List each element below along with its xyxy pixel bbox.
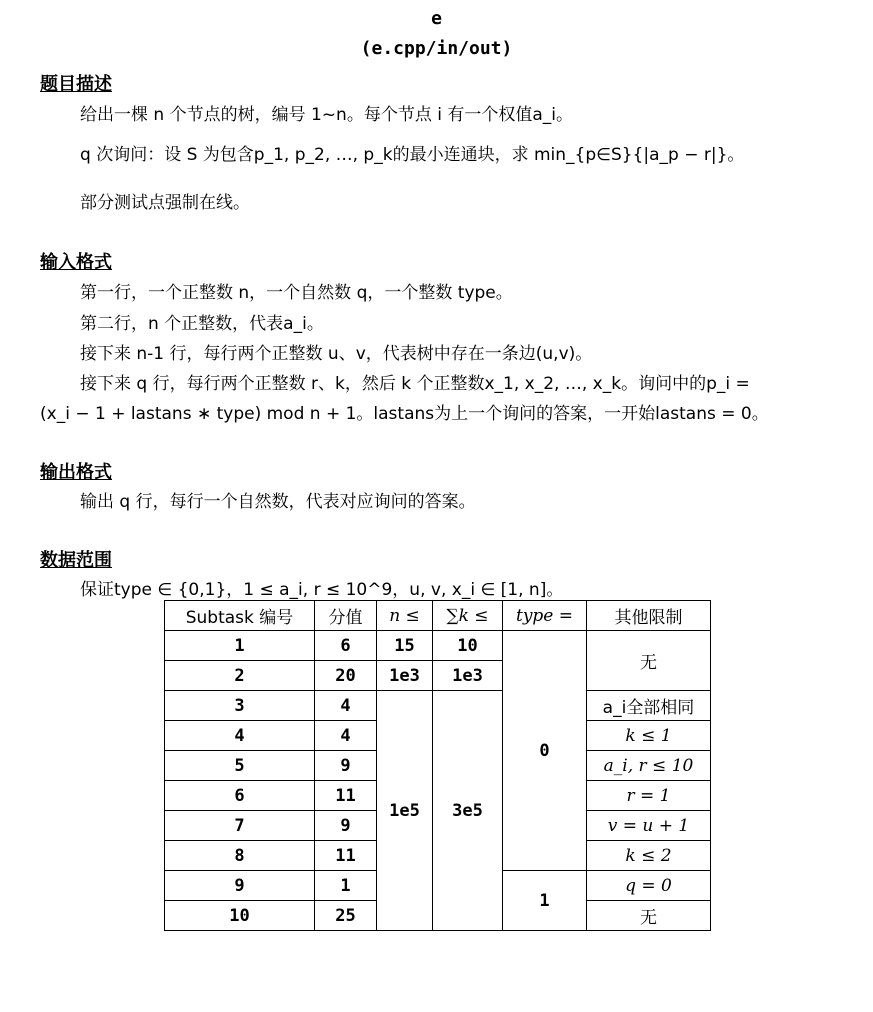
constraints-line-1: 保证type ∈ {0,1}，1 ≤ a_i, r ≤ 10^9，u, v, x_i ∈ [1, n]。: [80, 580, 564, 600]
table-cell: 10: [433, 631, 503, 661]
output-line-1: 输出 q 行，每行一个自然数，代表对应询问的答案。: [80, 492, 476, 512]
input-line-5: (x_i − 1 + lastans ∗ type) mod n + 1。lastans为上一个询问的答案，一开始lastans = 0。: [40, 404, 769, 424]
table-cell: 11: [315, 841, 377, 871]
input-line-4: 接下来 q 行，每行两个正整数 r、k，然后 k 个正整数x_1, x_2, …, x_k。询问中的p_i =: [80, 374, 750, 394]
section-heading-input: 输入格式: [40, 252, 112, 273]
table-cell: a_i, r ≤ 10: [587, 751, 711, 781]
table-cell: 7: [165, 811, 315, 841]
input-line-2: 第二行，n 个正整数，代表a_i。: [80, 314, 324, 334]
table-cell: 1e3: [377, 661, 433, 691]
table-cell: 3e5: [433, 691, 503, 931]
problem-files: (e.cpp/in/out): [360, 38, 513, 59]
table-header-row: [165, 601, 711, 631]
table-cell: 9: [315, 811, 377, 841]
table-cell: 1: [165, 631, 315, 661]
table-cell: 6: [165, 781, 315, 811]
table-cell: 10: [165, 901, 315, 931]
table-cell: 1: [315, 871, 377, 901]
table-cell: 0: [503, 631, 587, 871]
table-cell: 4: [315, 691, 377, 721]
table-header-cell: 分值: [315, 601, 377, 631]
table-cell: q = 0: [587, 871, 711, 901]
table-cell: a_i全部相同: [587, 691, 711, 721]
table-cell: r = 1: [587, 781, 711, 811]
subtask-table: [164, 600, 711, 931]
table-cell: 20: [315, 661, 377, 691]
table-cell: 25: [315, 901, 377, 931]
description-line-2: q 次询问：设 S 为包含p_1, p_2, …, p_k的最小连通块，求 min_{p∈S}{|a_p − r|}。: [80, 145, 745, 165]
table-cell: 4: [165, 721, 315, 751]
table-cell: 3: [165, 691, 315, 721]
table-cell: 15: [377, 631, 433, 661]
table-header-cell: 其他限制: [587, 601, 711, 631]
table-cell: 8: [165, 841, 315, 871]
section-heading-description: 题目描述: [40, 74, 112, 95]
table-cell: 5: [165, 751, 315, 781]
table-header-cell: ∑k ≤: [433, 601, 503, 631]
description-line-3: 部分测试点强制在线。: [80, 193, 250, 213]
problem-title: e: [431, 8, 442, 29]
table-cell: 11: [315, 781, 377, 811]
description-line-1: 给出一棵 n 个节点的树，编号 1~n。每个节点 i 有一个权值a_i。: [80, 105, 573, 125]
table-cell: 9: [165, 871, 315, 901]
table-header-cell: n ≤: [377, 601, 433, 631]
table-cell: 1e5: [377, 691, 433, 931]
table-row: [165, 631, 711, 661]
table-cell: k ≤ 2: [587, 841, 711, 871]
table-cell: v = u + 1: [587, 811, 711, 841]
table-cell: 4: [315, 721, 377, 751]
table-header-cell: Subtask 编号: [165, 601, 315, 631]
table-row: [165, 691, 711, 721]
table-cell: k ≤ 1: [587, 721, 711, 751]
table-cell: 无: [587, 901, 711, 931]
table-cell: 2: [165, 661, 315, 691]
table-cell: 1e3: [433, 661, 503, 691]
table-cell: 1: [503, 871, 587, 931]
input-line-1: 第一行，一个正整数 n，一个自然数 q，一个整数 type。: [80, 283, 513, 303]
section-heading-output: 输出格式: [40, 462, 112, 483]
input-line-3: 接下来 n-1 行，每行两个正整数 u、v，代表树中存在一条边(u,v)。: [80, 344, 593, 364]
table-cell: 无: [587, 631, 711, 691]
table-header-cell: type =: [503, 601, 587, 631]
table-cell: 6: [315, 631, 377, 661]
table-cell: 9: [315, 751, 377, 781]
section-heading-constraints: 数据范围: [40, 550, 112, 571]
